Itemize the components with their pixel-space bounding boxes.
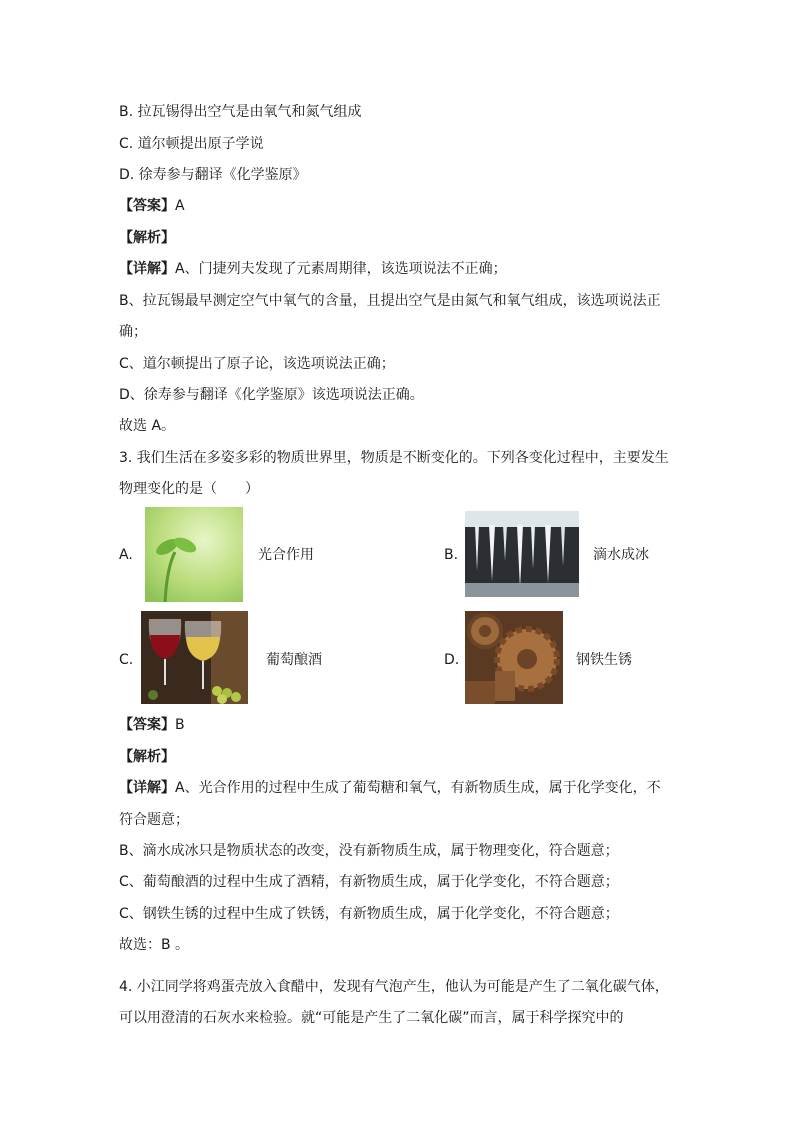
detail-b-line2: 确； — [119, 324, 147, 340]
q3-detail-a: A、光合作用的过程中生成了葡萄糖和氧气，有新物质生成，属于化学变化，不 — [175, 780, 661, 796]
option-c-letter: C. — [119, 652, 134, 668]
q3-answer-value: B — [175, 717, 185, 733]
wine-image — [141, 611, 248, 704]
q3-detail-label: 【详解】 — [119, 780, 175, 796]
detail-d: D、徐寿参与翻译《化学鉴原》该选项说法正确。 — [119, 387, 424, 403]
q3-detail-b: B、滴水成冰只是物质状态的改变，没有新物质生成，属于物理变化，符合题意； — [119, 843, 619, 859]
answer-line — [119, 196, 185, 216]
conclusion: 故选 A。 — [119, 418, 176, 434]
photosynthesis-image — [145, 507, 243, 602]
q3-detail-c: C、葡萄酿酒的过程中生成了酒精，有新物质生成，属于化学变化，不符合题意； — [119, 874, 619, 890]
answer-label: 【答案】 — [119, 198, 175, 214]
q4-stem-line2: 可以用澄清的石灰水来检验。就“可能是产生了二氧化碳”而言，属于科学探究中的 — [119, 1010, 624, 1026]
option-b-text: 滴水成冰 — [593, 547, 649, 563]
option-d-text: 钢铁生锈 — [576, 652, 632, 668]
q3-stem-line2: 物理变化的是（ ） — [119, 481, 259, 497]
option-d: D. 徐寿参与翻译《化学鉴原》 — [119, 167, 307, 183]
q3-detail-a-line2: 符合题意； — [119, 812, 189, 828]
detail-a-line — [119, 259, 507, 279]
q3-conclusion: 故选：B 。 — [119, 937, 190, 953]
q3-detail-a-line1 — [119, 778, 661, 798]
option-b: B. 拉瓦锡得出空气是由氧气和氮气组成 — [119, 104, 362, 120]
icicles-image — [465, 511, 579, 597]
option-c: C. 道尔顿提出原子学说 — [119, 136, 264, 152]
option-a-letter: A. — [119, 547, 133, 563]
detail-c: C、道尔顿提出了原子论，该选项说法正确； — [119, 356, 395, 372]
q3-answer-line — [119, 715, 185, 735]
detail-label: 【详解】 — [119, 261, 175, 277]
analysis-label: 【解析】 — [119, 230, 175, 246]
q3-answer-label: 【答案】 — [119, 717, 175, 733]
option-d-letter: D. — [444, 652, 460, 668]
q3-stem-line1: 3. 我们生活在多姿多彩的物质世界里，物质是不断变化的。下列各变化过程中，主要发生 — [119, 450, 669, 466]
q4-stem-line1: 4. 小江同学将鸡蛋壳放入食醋中，发现有气泡产生，他认为可能是产生了二氧化碳气体， — [119, 979, 669, 995]
rusty-gears-image — [465, 611, 563, 704]
option-b-letter: B. — [444, 547, 459, 563]
answer-value: A — [175, 198, 185, 214]
option-c-text: 葡萄酿酒 — [266, 652, 322, 668]
option-a-text: 光合作用 — [258, 547, 314, 563]
detail-a: A、门捷列夫发现了元素周期律，该选项说法不正确； — [175, 261, 507, 277]
detail-b-line1: B、拉瓦锡最早测定空气中氧气的含量，且提出空气是由氮气和氧气组成，该选项说法正 — [119, 293, 661, 309]
q3-analysis-label: 【解析】 — [119, 749, 175, 765]
q3-detail-d: C、钢铁生锈的过程中生成了铁锈，有新物质生成，属于化学变化，不符合题意； — [119, 906, 619, 922]
